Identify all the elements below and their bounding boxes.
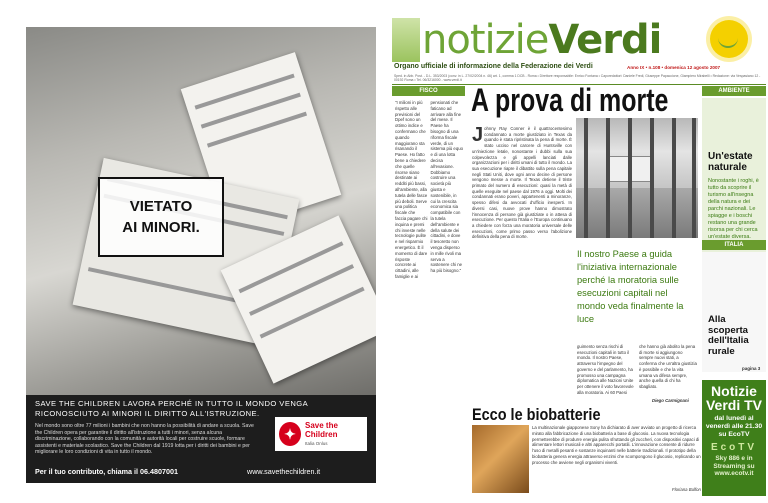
drop-cap: J [472,126,484,146]
smiling-sun-icon [710,20,748,58]
prison-bar [628,118,632,238]
ad-slogan: SAVE THE CHILDREN LAVORA PERCHÉ IN TUTTO IL MONDO VENGA RICONOSCIUTO AI MINORI IL DIRITTO ALL'ISTRUZIONE. [35,399,308,418]
prison-bar [606,118,610,238]
save-the-children-ad [26,27,376,483]
save-the-children-logo [275,417,367,451]
ambiente-title: Un'estate naturale [708,151,753,173]
issue-info: Anno IX • n.108 • domenica 12 agosto 2007 [627,65,721,70]
prison-bar [692,118,696,238]
ad-body-text: Nel mondo sono oltre 77 milioni i bambini che non hanno la possibilità di andare a scuola. Save the Children opera per garantire il diritto all'istruzione a tutti i minori, senza alcuna discriminazione, collaborando con la comunità e autorità locali per costruire scuole, formare assistenti e materiale scolastico. Save the Children dal 1919 lotta per i diritti dei bambini e per migliorare le loro condizioni di vita in tutto il mondo. [35,423,254,456]
italia-title: Alla scoperta dell'Italia rurale [708,314,749,357]
article-byline: Diego Carmignani [652,398,689,403]
main-headline: A prova di morte [471,82,669,118]
child-figure-icon: ✦ [279,422,301,446]
prison-bar [672,118,676,238]
biobatterie-headline: Ecco le biobatterie [472,405,601,424]
biobatterie-article: La multinazionale giapponese Sony ha dichiarato di aver avviato un progetto di ricerca mirato alla fabbricazione di una biobatteria a base di glucosio. La nuova tecnologia permetterebbe di produrre energia pulita sfruttando gli zuccheri, con dispositivi capaci di alimentare lettori musicali e altri apparecchi portatili. L'innovazione consente di ridurre l'uso di metalli pesanti e sostanze inquinanti nelle batterie tradizionali. Il prototipo della biobatteria genera energia attraverso enzimi che scompongono il glucosio, replicando un processo che avviene negli organismi viventi. [532,425,701,465]
tv-schedule: dal lunedì al venerdì alle 21.30 su EcoTV [705,415,763,438]
main-article-text: ohnny Ray Conner è il quattrocentesimo condannato a morte giustiziato in Texas da quando è stata ripristinata la pena di morte. È stato ucciso nel carcere di Huntsville con un'iniezione letale, nonostante i dubbi sulla sua colpevolezza e gli appelli lanciati dalle organizzazioni per i diritti umani di tutto il mondo. La sua esecuzione riapre il dibattito sulla pena capitale negli Stati Uniti, dove ogni anno decine di persone vengono messe a morte. Il Texas detiene il triste primato del numero di esecuzioni: quasi la metà di quelle eseguite nel paese dal 1976 a oggi. Molti dei condannati erano poveri, appartenenti a minoranze, spesso difesi da avvocati d'ufficio inesperti. In diversi casi, nuove prove hanno dimostrato l'innocenza di persone già giustiziate o in attesa di esecuzione. Per questo l'Italia e l'Europa continuano a chiedere con forza una moratoria universale delle esecuzioni, come primo passo verso l'abolizione definitiva della pena di morte. [472,126,572,240]
ad-website-link[interactable]: www.savethechildren.it [247,467,321,476]
newspaper-logo: notizieVerdi [422,17,662,63]
contribution-phone: Per il tuo contributo, chiama il 06.4807001 [35,467,179,476]
section-label-ambiente: AMBIENTE [702,86,766,96]
tv-channel-info: Sky 886 e in Streaming su www.ecotv.it [713,455,755,477]
prison-photo [576,118,698,238]
main-article [472,126,572,396]
section-label-fisco: FISCO [392,86,465,96]
logo-subtitle: Italia Onlus [305,440,328,446]
italia-page-ref: pagina 3 [742,366,761,371]
section-label-italia: ITALIA [702,240,766,250]
bread-photo [472,425,529,493]
ambiente-text: Nonostante i roghi, è tutto da scoprire il turismo all'insegna della natura e dei parchi nazionali. Le spiagge e i boschi restano una grande risorsa per chi cerca un'estate diversa. [708,178,759,240]
tv-title: Notizie Verdi TV [705,383,763,413]
prison-bar [584,118,588,238]
ad-footer [26,395,376,483]
masthead-decoration [392,18,420,62]
newspaper-front-page [392,18,766,496]
ecotv-logo: EcoTV [710,442,758,453]
notizie-verdi-tv-box [702,380,766,496]
logo-name: Save the Children [305,420,338,439]
pull-quote: Il nostro Paese a guida l'iniziativa internazionale perché la moratoria sulle esecuzioni capitali nel mondo veda finalmente la luce [577,249,684,324]
fisco-article: "I milioni in più rispetto alle previsioni del Dpef sono un ottimo indice e confermano che quando maggiorano sta risanando il Paese. Ho fatto bene a chiedere che quelle risorse siano destinate ai redditi più bassi, all'ambiente, alla tutela delle fasce più deboli. Serve una politica fiscale che faccia pagare chi inquina e premi chi investe nelle tecnologie pulite e nel risparmio energetico. È il momento di dare risposte concrete ai cittadini, alle famiglie e ai pensionati che faticano ad arrivare alla fine del mese. Il Paese ha bisogno di una riforma fiscale verde, di un sistema più equo e di una lotta decisa all'evasione. Dobbiamo costruire una società più giusta e sostenibile, in cui la crescita economica sia compatibile con la tutela dell'ambiente e della salute dei cittadini, e dove il tesoretto non venga disperso in mille rivoli ma serva a sostenere chi ne ha più bisogno." [395,100,463,279]
main-article-continued: guimento senza rischi di esecuzioni capitali in tutto il mondo. Il nostro Paese, attraverso l'impegno del governo e del parlamento, ha promosso una campagna diplomatica alle Nazioni Unite per ottenere il voto favorevole alla moratoria. Ai 60 Paesi che hanno già abolito la pena di morte si aggiungono sempre nuovi stati, a conferma che un'altra giustizia è possibile e che la vita umana va difesa sempre, anche quella di chi ha sbagliato. [577,344,697,395]
vietato-ai-minori-label: VIETATO AI MINORI. [98,177,224,257]
masthead [392,18,766,62]
newspaper-subtitle: Organo ufficiale di informazione della Federazione dei Verdi [394,63,593,70]
biobatterie-byline: Floriana Bulfon [672,487,701,492]
prison-bar [650,118,654,238]
magazines-photo [26,27,376,395]
editorial-credits: Sped. in Abb. Post. - D.L. 353/2003 (conv. in L. 27/02/2004 n. 46) art. 1, comma 1 DCB - Roma • Direttore responsabile: Enrico Fontana • Caporedattori: Daniele Fredi, Giuseppe Papaccione, Giampiero Mirabelli • Redazione: via Vespasiano 12 - 00192 Roma • Tel. 06/3216000 - www.verdi.it [394,74,761,83]
prison-yard [576,188,698,238]
